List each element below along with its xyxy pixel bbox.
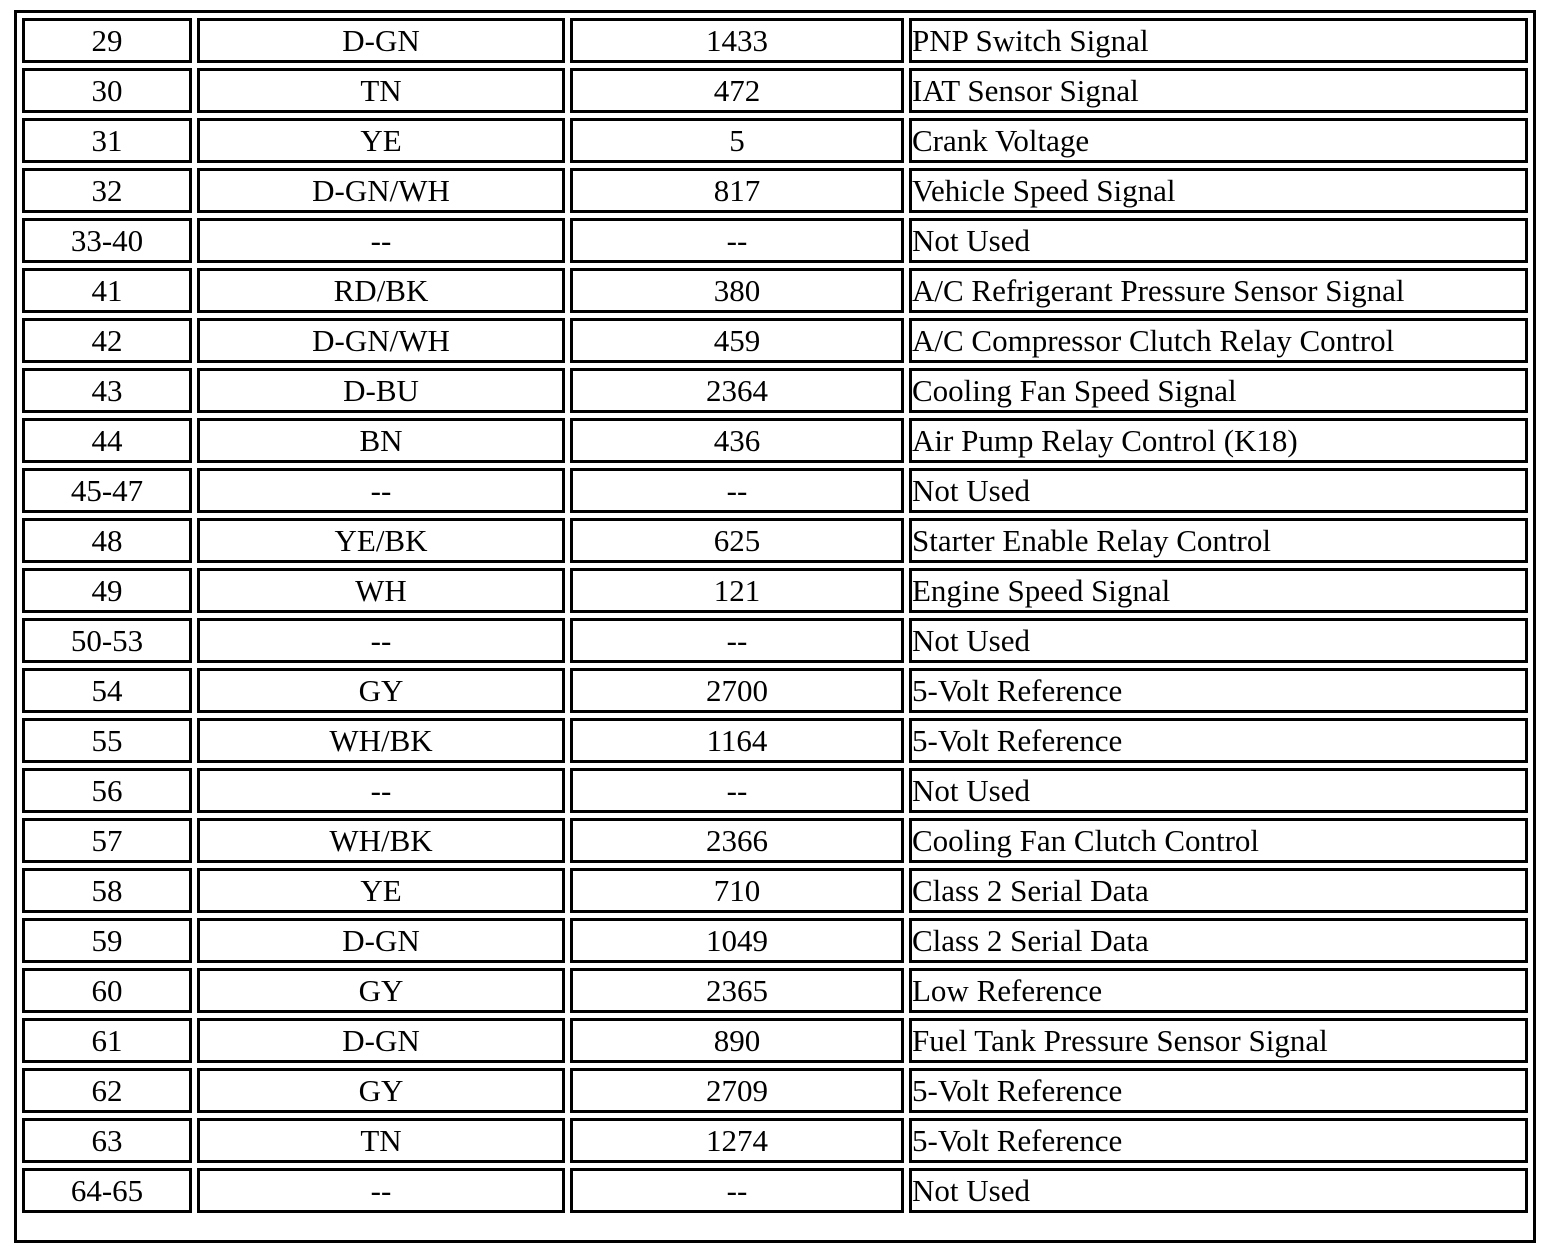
wire-color-cell: TN xyxy=(197,1118,565,1163)
pin-cell: 54 xyxy=(22,668,192,713)
circuit-number-cell: 890 xyxy=(570,1018,904,1063)
pin-cell: 64-65 xyxy=(22,1168,192,1213)
pin-cell: 50-53 xyxy=(22,618,192,663)
table-row xyxy=(22,668,1528,713)
table-row xyxy=(22,1168,1528,1213)
circuit-number-cell: 459 xyxy=(570,318,904,363)
table-row xyxy=(22,468,1528,513)
wire-color-cell: -- xyxy=(197,618,565,663)
circuit-number-cell: 436 xyxy=(570,418,904,463)
pin-cell: 29 xyxy=(22,18,192,63)
table-row xyxy=(22,268,1528,313)
table-row xyxy=(22,1068,1528,1113)
function-cell: Crank Voltage xyxy=(909,118,1528,163)
pin-cell: 42 xyxy=(22,318,192,363)
function-cell: A/C Refrigerant Pressure Sensor Signal xyxy=(909,268,1528,313)
pin-cell: 41 xyxy=(22,268,192,313)
function-cell: Class 2 Serial Data xyxy=(909,918,1528,963)
pin-cell: 61 xyxy=(22,1018,192,1063)
table-row xyxy=(22,418,1528,463)
circuit-number-cell: 1164 xyxy=(570,718,904,763)
function-cell: A/C Compressor Clutch Relay Control xyxy=(909,318,1528,363)
function-cell: Fuel Tank Pressure Sensor Signal xyxy=(909,1018,1528,1063)
function-cell: Class 2 Serial Data xyxy=(909,868,1528,913)
circuit-number-cell: 472 xyxy=(570,68,904,113)
table-row xyxy=(22,518,1528,563)
pin-cell: 57 xyxy=(22,818,192,863)
wire-color-cell: YE xyxy=(197,868,565,913)
pin-cell: 44 xyxy=(22,418,192,463)
circuit-number-cell: 625 xyxy=(570,518,904,563)
table-row xyxy=(22,118,1528,163)
function-cell: 5-Volt Reference xyxy=(909,1118,1528,1163)
pin-cell: 31 xyxy=(22,118,192,163)
wire-color-cell: BN xyxy=(197,418,565,463)
wire-color-cell: -- xyxy=(197,468,565,513)
function-cell: Starter Enable Relay Control xyxy=(909,518,1528,563)
wire-color-cell: GY xyxy=(197,968,565,1013)
wire-color-cell: RD/BK xyxy=(197,268,565,313)
pin-cell: 63 xyxy=(22,1118,192,1163)
wire-color-cell: WH/BK xyxy=(197,718,565,763)
wire-color-cell: D-GN/WH xyxy=(197,318,565,363)
function-cell: Not Used xyxy=(909,468,1528,513)
table-row xyxy=(22,818,1528,863)
circuit-number-cell: -- xyxy=(570,218,904,263)
circuit-number-cell: 2365 xyxy=(570,968,904,1013)
pin-cell: 43 xyxy=(22,368,192,413)
function-cell: Vehicle Speed Signal xyxy=(909,168,1528,213)
circuit-number-cell: 1433 xyxy=(570,18,904,63)
function-cell: PNP Switch Signal xyxy=(909,18,1528,63)
table-row xyxy=(22,318,1528,363)
wire-color-cell: GY xyxy=(197,668,565,713)
function-cell: Cooling Fan Speed Signal xyxy=(909,368,1528,413)
pin-cell: 45-47 xyxy=(22,468,192,513)
circuit-number-cell: 2709 xyxy=(570,1068,904,1113)
function-cell: Not Used xyxy=(909,768,1528,813)
table-row xyxy=(22,218,1528,263)
circuit-number-cell: -- xyxy=(570,468,904,513)
circuit-number-cell: 380 xyxy=(570,268,904,313)
table-row xyxy=(22,568,1528,613)
wire-color-cell: -- xyxy=(197,1168,565,1213)
function-cell: 5-Volt Reference xyxy=(909,718,1528,763)
table-row xyxy=(22,768,1528,813)
table-row xyxy=(22,718,1528,763)
table-row xyxy=(22,1118,1528,1163)
table-row xyxy=(22,918,1528,963)
pin-cell: 59 xyxy=(22,918,192,963)
wire-color-cell: -- xyxy=(197,218,565,263)
pin-cell: 62 xyxy=(22,1068,192,1113)
circuit-number-cell: 817 xyxy=(570,168,904,213)
table-body xyxy=(22,18,1528,1213)
wire-color-cell: D-GN xyxy=(197,1018,565,1063)
circuit-number-cell: -- xyxy=(570,768,904,813)
wire-color-cell: D-GN xyxy=(197,918,565,963)
table-row xyxy=(22,618,1528,663)
pin-cell: 30 xyxy=(22,68,192,113)
table-row xyxy=(22,68,1528,113)
function-cell: Cooling Fan Clutch Control xyxy=(909,818,1528,863)
circuit-number-cell: 710 xyxy=(570,868,904,913)
table-row xyxy=(22,18,1528,63)
function-cell: IAT Sensor Signal xyxy=(909,68,1528,113)
pinout-grid xyxy=(17,13,1533,1218)
table-row xyxy=(22,868,1528,913)
table-row xyxy=(22,368,1528,413)
function-cell: Not Used xyxy=(909,618,1528,663)
function-cell: Air Pump Relay Control (K18) xyxy=(909,418,1528,463)
circuit-number-cell: -- xyxy=(570,618,904,663)
wire-color-cell: D-BU xyxy=(197,368,565,413)
function-cell: Engine Speed Signal xyxy=(909,568,1528,613)
circuit-number-cell: 1274 xyxy=(570,1118,904,1163)
circuit-number-cell: 2700 xyxy=(570,668,904,713)
wire-color-cell: D-GN xyxy=(197,18,565,63)
wire-color-cell: YE xyxy=(197,118,565,163)
circuit-number-cell: 5 xyxy=(570,118,904,163)
pin-cell: 33-40 xyxy=(22,218,192,263)
connector-pinout-table xyxy=(14,10,1536,1243)
pin-cell: 60 xyxy=(22,968,192,1013)
function-cell: Not Used xyxy=(909,218,1528,263)
wire-color-cell: TN xyxy=(197,68,565,113)
wire-color-cell: GY xyxy=(197,1068,565,1113)
function-cell: 5-Volt Reference xyxy=(909,1068,1528,1113)
wire-color-cell: WH xyxy=(197,568,565,613)
wire-color-cell: WH/BK xyxy=(197,818,565,863)
table-row xyxy=(22,1018,1528,1063)
circuit-number-cell: 121 xyxy=(570,568,904,613)
pin-cell: 32 xyxy=(22,168,192,213)
circuit-number-cell: -- xyxy=(570,1168,904,1213)
pin-cell: 55 xyxy=(22,718,192,763)
pin-cell: 58 xyxy=(22,868,192,913)
circuit-number-cell: 1049 xyxy=(570,918,904,963)
wire-color-cell: YE/BK xyxy=(197,518,565,563)
wire-color-cell: -- xyxy=(197,768,565,813)
table-row xyxy=(22,168,1528,213)
function-cell: Not Used xyxy=(909,1168,1528,1213)
function-cell: 5-Volt Reference xyxy=(909,668,1528,713)
wire-color-cell: D-GN/WH xyxy=(197,168,565,213)
table-row xyxy=(22,968,1528,1013)
pin-cell: 48 xyxy=(22,518,192,563)
pin-cell: 49 xyxy=(22,568,192,613)
circuit-number-cell: 2364 xyxy=(570,368,904,413)
function-cell: Low Reference xyxy=(909,968,1528,1013)
circuit-number-cell: 2366 xyxy=(570,818,904,863)
pin-cell: 56 xyxy=(22,768,192,813)
